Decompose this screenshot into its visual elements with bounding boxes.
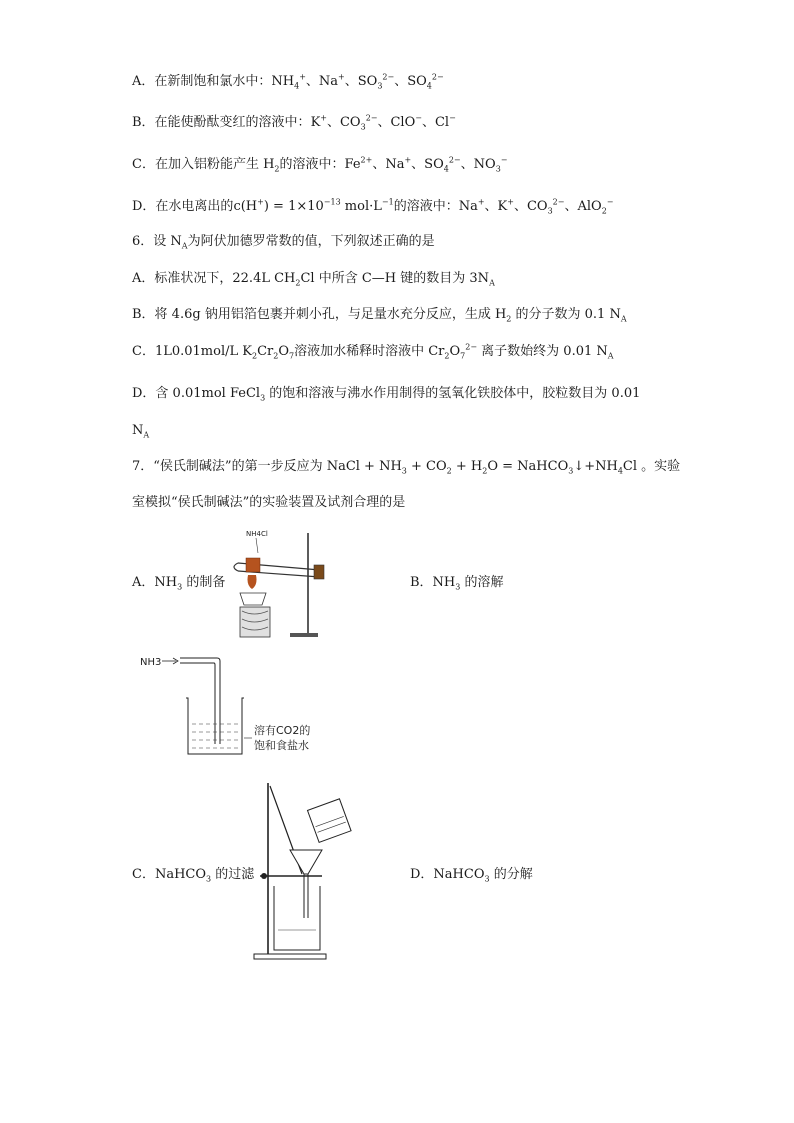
figure-b-note-line1: 溶有CO2的 — [254, 724, 311, 737]
q5-option-d: D．在水电离出的$c(H^+) = 1\times 10^{-13}$ $mol\cdot L^{-1}$的溶液中：Na+、K+、$CO_3^{2-}$、AlO$_2$− — [132, 197, 614, 216]
q6-stem: 6．设 $N_A$为阿伏加德罗常数的值，下列叙述正确的是 — [132, 234, 435, 251]
figure-b-gas-label: NH3 — [140, 657, 162, 668]
q7-option-a-label: A．$NH_3$ 的制备 — [132, 575, 226, 592]
q6-option-a: A．标准状况下，22.4L $CH_2Cl$ 中所含 C—H 键的数目为 $3N_A$ — [132, 271, 495, 288]
figure-nh3-dissolution — [140, 652, 340, 762]
q7-option-b-label: B．$NH_3$ 的溶解 — [410, 575, 504, 592]
figure-a-reagent-label: NH4Cl — [246, 530, 268, 538]
q5-option-a: A．在新制饱和氯水中：$NH_4^+$、Na+、$SO_3^{2-}$、$SO_4^{2-}$ — [132, 72, 444, 91]
q6-option-d-line2: $N_A$ — [132, 423, 150, 440]
q6-option-d-line1: D．含 0.01mol FeCl$_3$ 的饱和溶液与沸水作用制得的氢氧化铁胶体中，胶粒数目为 0.01 — [132, 386, 641, 403]
q5-option-c: C．在加入铝粉能产生 $H_2$的溶液中：$Fe^{2+}$、Na+、$SO_4^{2-}$、$NO_3^-$ — [132, 155, 508, 174]
q7-option-d-label: D．NaHCO$_3$ 的分解 — [410, 867, 533, 884]
q7-stem-line1: 7．“侯氏制碱法”的第一步反应为 NaCl + $NH_3 + CO_2 + H_2O$ = $NaHCO_3↓+NH_4Cl$ 。实验 — [132, 459, 681, 476]
q6-option-c: C．1L0.01mol/L $K_2Cr_2O_7$溶液加水稀释时溶液中 $Cr_2O_7^{2-}$ 离子数始终为 0.01 $N_A$ — [132, 342, 614, 361]
q6-option-b: B．将 4.6g 钠用铝箔包裹并刺小孔，与足量水充分反应，生成 $H_2$ 的分子数为 0.1 $N_A$ — [132, 307, 627, 324]
figure-nh3-preparation — [228, 525, 328, 643]
figure-filtration — [250, 778, 360, 968]
q7-option-c-label: C．NaHCO$_3$ 的过滤 — [132, 867, 255, 884]
figure-b-note-line2: 饱和食盐水 — [254, 739, 309, 752]
q7-stem-line2: 室模拟“侯氏制碱法”的实验装置及试剂合理的是 — [132, 495, 406, 510]
q5-option-b: B．在能使酚酞变红的溶液中：K+、$CO_3^{2-}$、ClO−、Cl− — [132, 113, 456, 132]
